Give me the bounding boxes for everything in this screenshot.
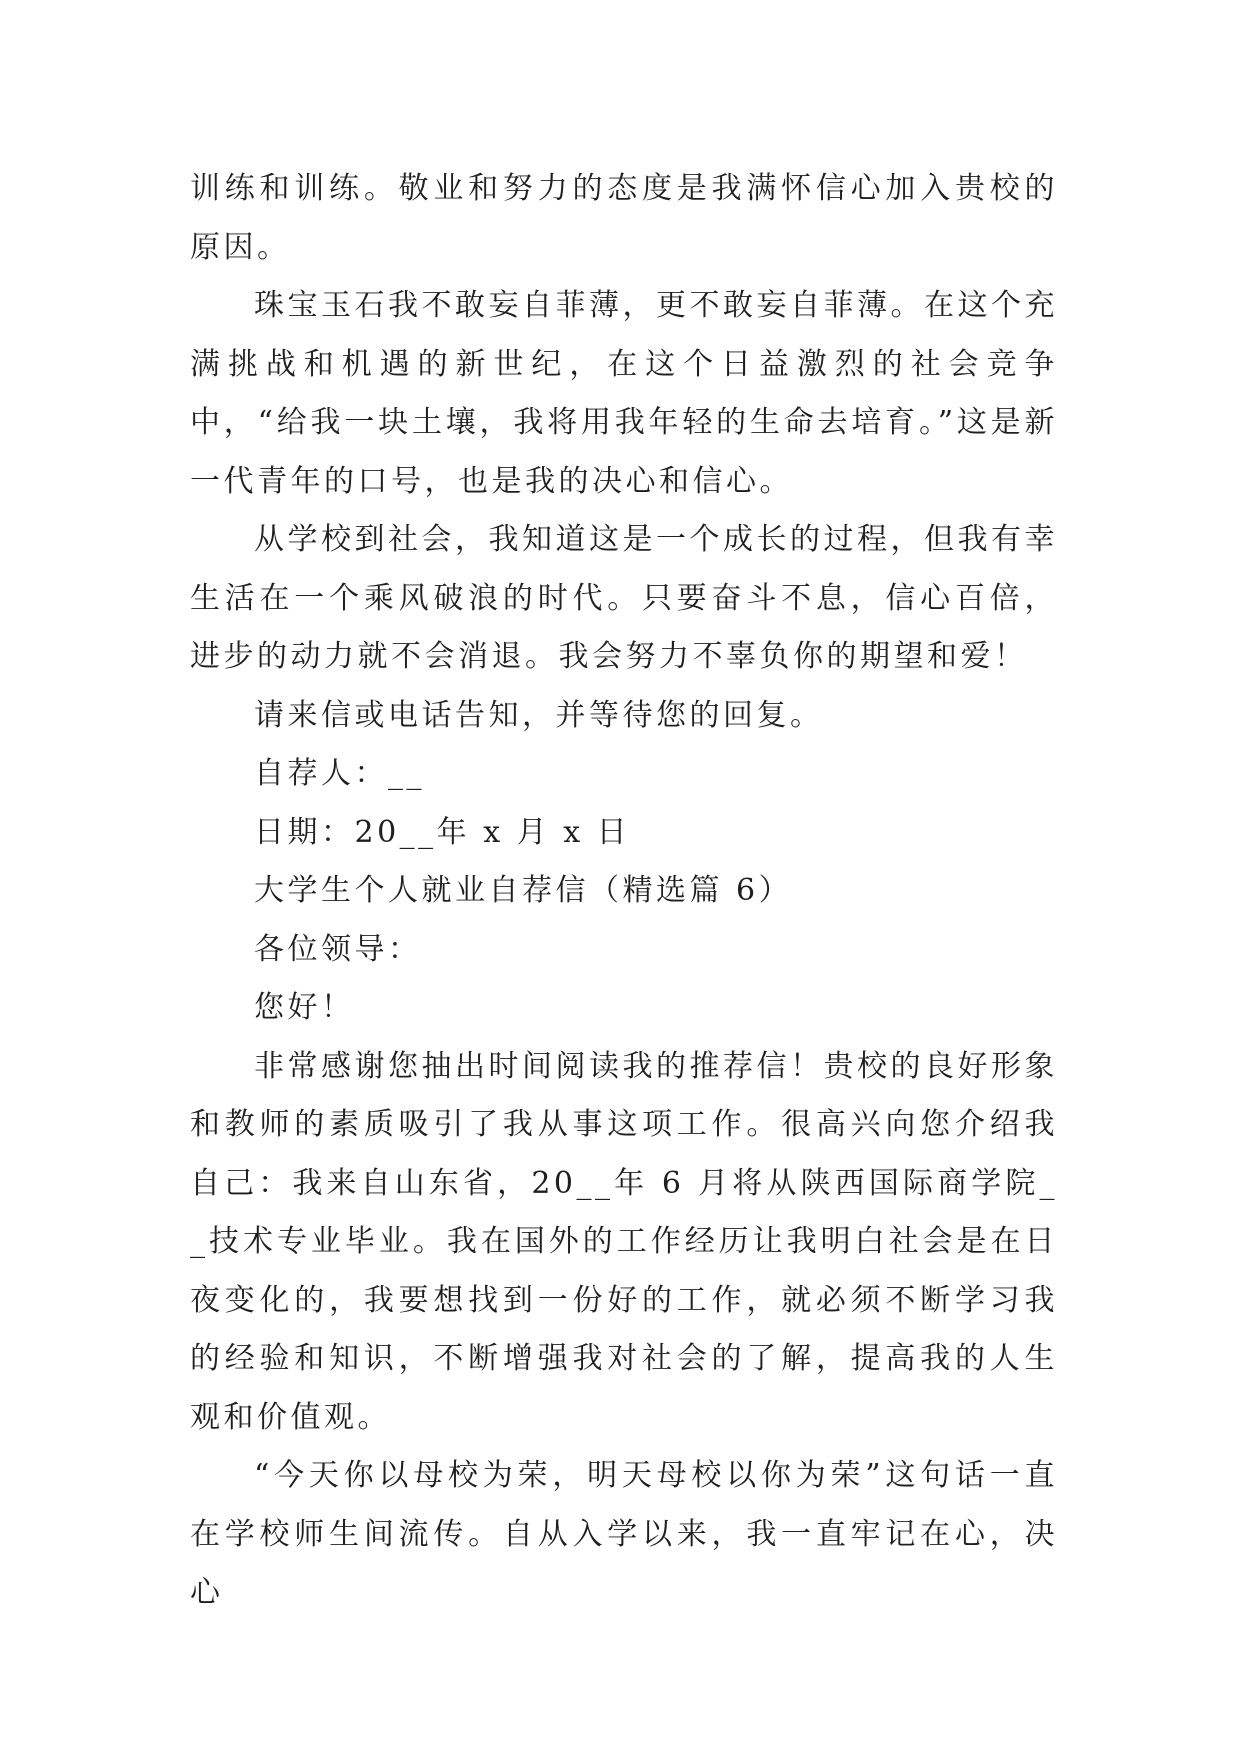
paragraph-determination: 珠宝玉石我不敢妄自菲薄，更不敢妄自菲薄。在这个充满挑战和机遇的新世纪，在这个日益激烈的社会竞争中，“给我一块土壤，我将用我年轻的生命去培育。”这是新一代青年的口号，也是我的决心和信心。 <box>190 288 1058 499</box>
document-body <box>190 160 1058 1623</box>
greeting: 您好！ <box>254 990 355 1025</box>
paragraph-intro-end: 训练和训练。敬业和努力的态度是我满怀信心加入贵校的原因。 <box>190 171 1058 265</box>
paragraph-self-introduction: 非常感谢您抽出时间阅读我的推荐信！贵校的良好形象和教师的素质吸引了我从事这项工作。很高兴向您介绍我自己：我来自山东省，20__年 6 月将从陕西国际商学院__技术专业毕业。我在国外的工作经历让我明白社会是在日夜变化的，我要想找到一份好的工作，就必须不断学习我的经验和知识，不断增强我对社会的了解，提高我的人生观和价值观。 <box>190 1048 1058 1435</box>
paragraph-growth: 从学校到社会，我知道这是一个成长的过程，但我有幸生活在一个乘风破浪的时代。只要奋斗不息，信心百倍，进步的动力就不会消退。我会努力不辜负你的期望和爱！ <box>190 522 1058 674</box>
signature-line: 自荐人：__ <box>254 756 425 791</box>
paragraph-request-reply: 请来信或电话告知，并等待您的回复。 <box>254 697 824 733</box>
paragraph-motto: “今天你以母校为荣，明天母校以你为荣”这句话一直在学校师生间流传。自从入学以来，我一直牢记在心，决心 <box>190 1458 1058 1610</box>
salutation: 各位领导： <box>254 931 422 967</box>
date-line: 日期：20__年 x 月 x 日 <box>254 814 631 850</box>
section-title: 大学生个人就业自荐信（精选篇 6） <box>254 873 793 908</box>
